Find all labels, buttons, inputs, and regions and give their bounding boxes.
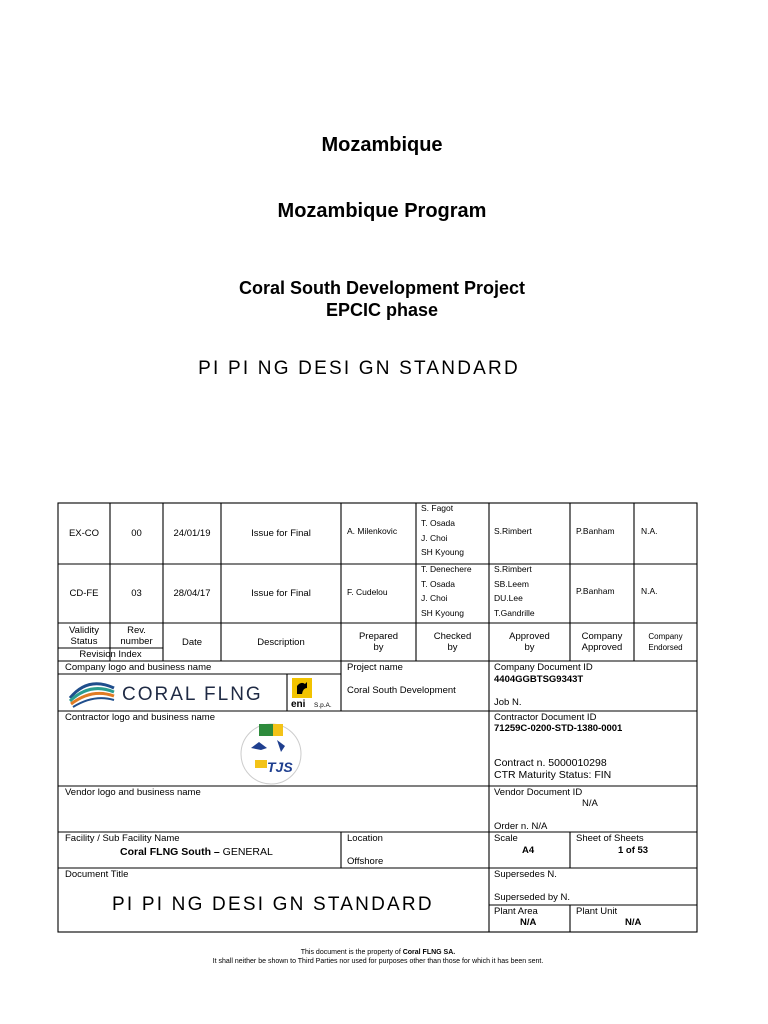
- eni-logo: [289, 676, 341, 709]
- header-approved-line2: by: [524, 642, 535, 653]
- rev2-date: 28/04/17: [173, 588, 211, 599]
- header-rev-line2: number: [120, 636, 153, 647]
- rev1-status: EX-CO: [68, 528, 100, 539]
- header-company-approved-line2: Approved: [581, 642, 623, 653]
- facility-name: [120, 846, 273, 858]
- contractor-doc-id: 71259C-0200-STD-1380-0001: [494, 723, 623, 734]
- title-country: Mozambique: [321, 134, 443, 156]
- tjs-flag-yellow: [273, 724, 283, 736]
- document-title-label: Document Title: [65, 869, 129, 880]
- header-checked-line1: Checked: [433, 631, 472, 642]
- rev1-prepared: A. Milenkovic: [347, 526, 398, 536]
- rev1-checked-2: J. Choi: [421, 533, 448, 543]
- rev2-approved-0: S.Rimbert: [494, 564, 532, 574]
- job-number: Job N.: [494, 697, 522, 708]
- coral-flng-logo: [66, 674, 263, 710]
- tjs-logo-text: TJS: [267, 759, 293, 775]
- supersedes-label: Supersedes N.: [494, 869, 557, 880]
- header-rev-line1: Rev.: [127, 625, 146, 636]
- project-line-2: EPCIC phase: [325, 300, 439, 320]
- tjs-bar-yellow: [255, 760, 267, 768]
- sheet-label: Sheet of Sheets: [576, 833, 644, 844]
- contractor-doc-id-label: Contractor Document ID: [494, 712, 597, 723]
- contract-number: Contract n. 5000010298: [494, 757, 607, 769]
- header-company-endorsed: [634, 631, 697, 653]
- eni-logo-suffix: S.p.A.: [314, 702, 332, 709]
- superseded-by-label: Superseded by N.: [494, 892, 571, 903]
- coral-logo-text: CORAL FLNG: [122, 684, 263, 705]
- rev2-company-approved: P.Banham: [576, 586, 615, 596]
- company-doc-id-label: Company Document ID: [494, 662, 593, 673]
- header-prepared-line1: Prepared: [358, 631, 399, 642]
- footer-restriction-notice: It shall neither be shown to Third Parties nor used for purposes other than those for which it has been sent.: [212, 958, 544, 965]
- facility-label: Facility / Sub Facility Name: [65, 833, 180, 844]
- location-value: Offshore: [347, 856, 384, 867]
- scale-value: A4: [522, 845, 535, 856]
- header-validity-status: [58, 625, 110, 647]
- document-heading: PI PI NG DESI GN STANDARD: [198, 358, 520, 379]
- plant-area-label: Plant Area: [494, 906, 538, 917]
- rev1-approved-0: S.Rimbert: [494, 526, 532, 536]
- header-validity-line1: Validity: [69, 625, 99, 636]
- header-date: Date: [181, 637, 203, 648]
- header-company-endorsed-line2: Endorsed: [648, 643, 683, 652]
- header-checked-by: [416, 631, 489, 653]
- rev1-description: Issue for Final: [251, 528, 311, 539]
- header-checked-line2: by: [447, 642, 458, 653]
- order-number: Order n. N/A: [494, 821, 548, 832]
- plant-unit-label: Plant Unit: [576, 906, 618, 917]
- rev2-number: 03: [131, 588, 142, 599]
- tjs-flag-green: [259, 724, 273, 736]
- plant-unit-value: N/A: [625, 917, 642, 928]
- header-rev-number: [110, 625, 163, 647]
- rev2-description: Issue for Final: [251, 588, 311, 599]
- rev2-checked-1: T. Osada: [421, 579, 456, 589]
- footer-prefix: This document is the property of: [300, 949, 403, 956]
- project-line-1: Coral South Development Project: [238, 278, 526, 298]
- rev2-checked-0: T. Denechere: [421, 564, 472, 574]
- rev1-checked-3: SH Kyoung: [421, 547, 464, 557]
- title-program: Mozambique Program: [277, 200, 487, 222]
- tjs-logo: [237, 720, 305, 786]
- facility-name-rest: GENERAL: [219, 846, 273, 858]
- header-company-endorsed-line1: Company: [648, 632, 683, 641]
- company-doc-id: 4404GGBTSG9343T: [494, 674, 584, 685]
- scale-label: Scale: [494, 833, 518, 844]
- rev2-approved-2: DU.Lee: [494, 593, 523, 603]
- header-revision-index: Revision Index: [79, 649, 142, 660]
- project-name-label: Project name: [347, 662, 403, 673]
- header-company-approved-line1: Company: [581, 631, 623, 642]
- header-company-approved: [570, 631, 634, 653]
- eni-logo-text: eni: [291, 699, 306, 710]
- rev1-company-endorsed: N.A.: [641, 526, 658, 536]
- sheet-value: 1 of 53: [618, 845, 649, 856]
- rev1-company-approved: P.Banham: [576, 526, 615, 536]
- vendor-logo-label: Vendor logo and business name: [65, 787, 201, 798]
- tjs-figure-icon: [251, 740, 285, 752]
- ctr-maturity-status: CTR Maturity Status: FIN: [494, 769, 612, 781]
- footer-owner: Coral FLNG SA.: [402, 949, 456, 956]
- contractor-logo-label: Contractor logo and business name: [65, 712, 215, 723]
- rev2-company-endorsed: N.A.: [641, 586, 658, 596]
- rev2-checked-3: SH Kyoung: [421, 608, 464, 618]
- vendor-doc-id-label: Vendor Document ID: [494, 787, 583, 798]
- header-approved-by: [489, 631, 570, 653]
- location-label: Location: [347, 833, 383, 844]
- vendor-doc-id: N/A: [582, 798, 598, 809]
- facility-name-bold: Coral FLNG South –: [120, 846, 220, 858]
- rev2-checked-2: J. Choi: [421, 593, 448, 603]
- rev2-status: CD-FE: [69, 588, 99, 599]
- rev1-date: 24/01/19: [173, 528, 211, 539]
- company-logo-label: Company logo and business name: [65, 662, 212, 673]
- header-description: Description: [257, 637, 305, 648]
- project-name: Coral South Development: [347, 685, 456, 696]
- rev2-approved-1: SB.Leem: [494, 579, 529, 589]
- plant-area-value: N/A: [520, 917, 537, 928]
- header-validity-line2: Status: [70, 636, 98, 647]
- rev1-checked-1: T. Osada: [421, 518, 456, 528]
- header-prepared-line2: by: [373, 642, 384, 653]
- document-title: PI PI NG DESI GN STANDARD: [112, 894, 434, 915]
- header-prepared-by: [341, 631, 416, 653]
- rev2-approved-3: T.Gandrille: [494, 608, 535, 618]
- rev1-number: 00: [131, 528, 142, 539]
- footer-property-notice: [0, 949, 756, 956]
- rev2-prepared: F. Cudelou: [347, 587, 388, 597]
- header-approved-line1: Approved: [509, 631, 550, 642]
- rev1-checked-0: S. Fagot: [421, 503, 454, 513]
